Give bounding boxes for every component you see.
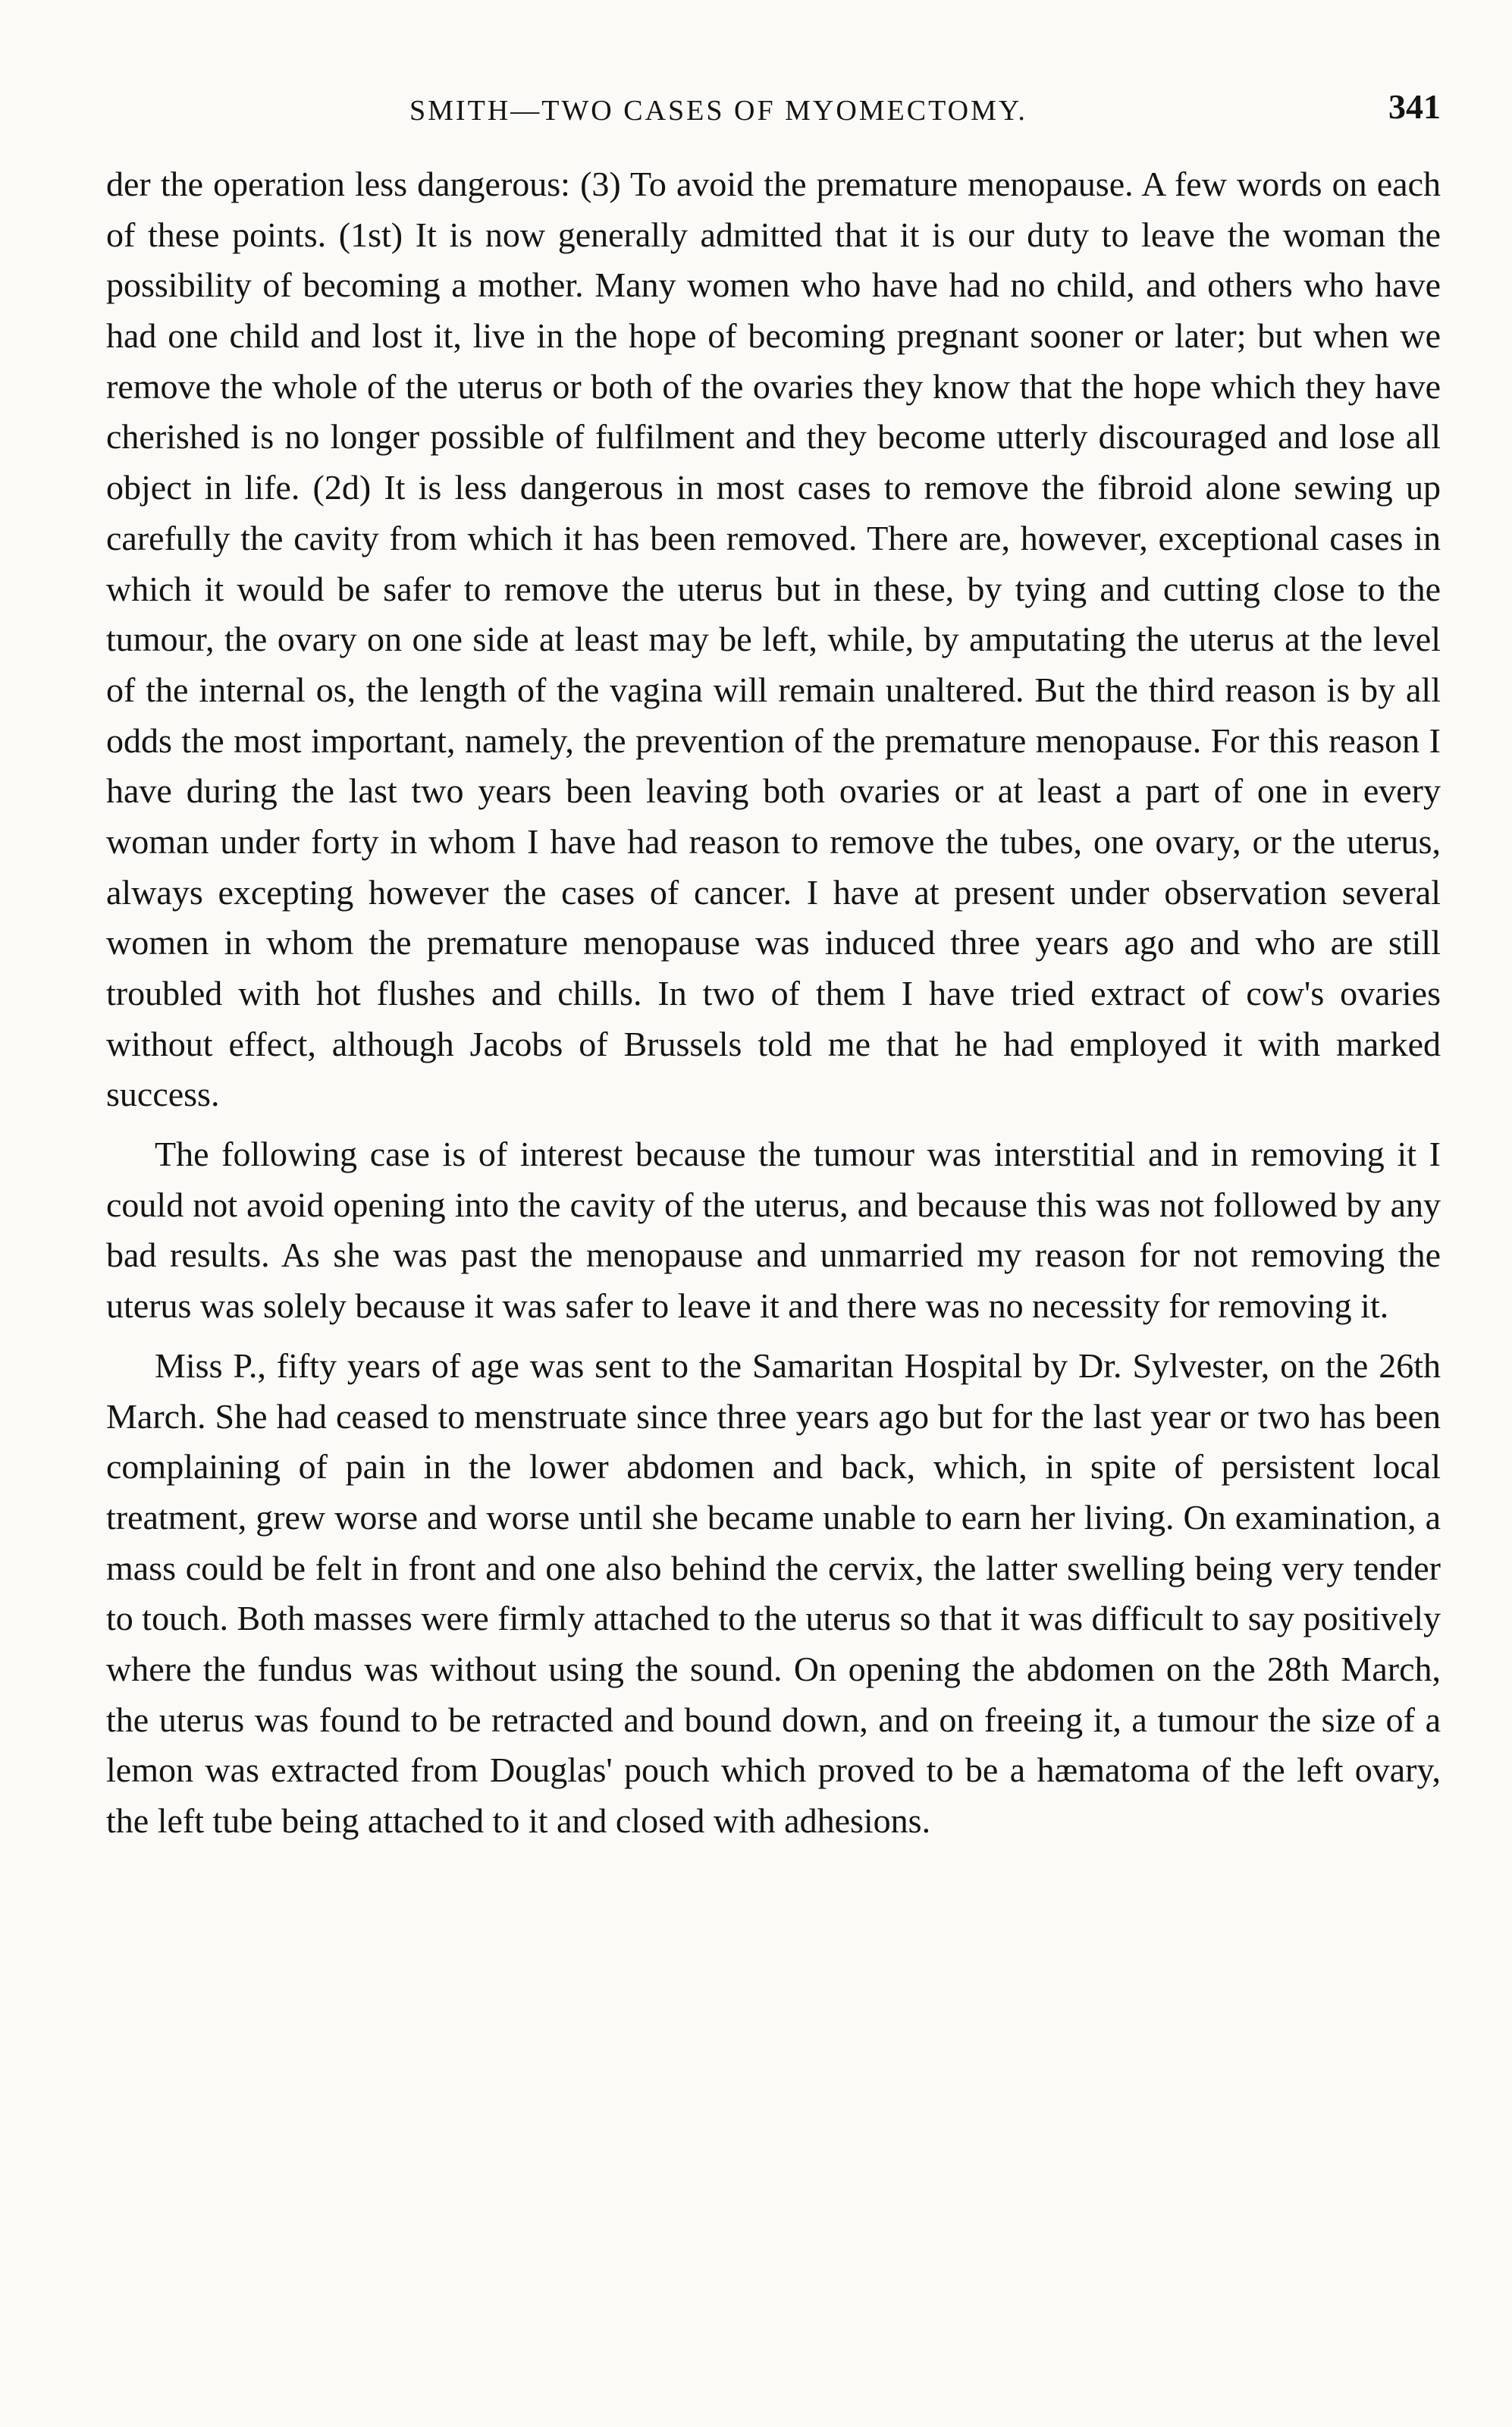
paragraph-case-report: Miss P., fifty years of age was sent to the Samaritan Hospital by Dr. Sylvester, on the 26th March. She had ceased to menstruate since three years ago but for the last year or two has been complaining of pain in the lower abdomen and back, which, in spite of persistent local treatment, grew worse and worse until she became unable to earn her living. On examination, a mass could be felt in front and one also behind the cervix, the latter swelling being very tender to touch. Both masses were firmly attached to the uterus so that it was difficult to say positively where the fundus was without using the sound. On opening the abdomen on the 28th March, the uterus was found to be retracted and bound down, and on freeing it, a tumour the size of a lemon was extracted from Douglas' pouch which proved to be a hæmatoma of the left ovary, the left tube being attached to it and closed with adhesions. bbox=[106, 1345, 1441, 1840]
body-text bbox=[106, 159, 1441, 1847]
paragraph-case-interest: The following case is of interest because the tumour was interstitial and in removing it I could not avoid opening into the cavity of the uterus, and because this was not followed by any bad results. As she was past the menopause and unmarried my reason for not removing the uterus was solely because it was safer to leave it and there was no necessity for removing it. bbox=[106, 1135, 1441, 1326]
running-head: SMITH—TWO CASES OF MYOMECTOMY. bbox=[409, 95, 1027, 127]
paragraph-continuation: der the operation less dangerous: (3) To avoid the premature menopause. A few words on each of these points. (1st) It is now generally admitted that it is our duty to leave the woman the possibility of becoming a mother. Many women who have had no child, and others who have had one child and lost it, live in the hope of becoming pregnant sooner or later; but when we remove the whole of the uterus or both of the ovaries they know that the hope which they have cherished is no longer possible of fulfilment and they become utterly discouraged and lose all object in life. (2d) It is less dangerous in most cases to remove the fibroid alone sewing up carefully the cavity from which it has been removed. There are, however, exceptional cases in which it would be safer to remove the uterus but in these, by tying and cutting close to the tumour, the ovary on one side at least may be left, while, by amputating the uterus at the level of the internal os, the length of the vagina will remain unaltered. But the third reason is by all odds the most important, namely, the prevention of the premature menopause. For this reason I have during the last two years been leaving both ovaries or at least a part of one in every woman under forty in whom I have had reason to remove the tubes, one ovary, or the uterus, always excepting however the cases of cancer. I have at present under observation several women in whom the premature menopause was induced three years ago and who are still troubled with hot flushes and chills. In two of them I have tried extract of cow's ovaries without effect, although Jacobs of Brussels told me that he had employed it with marked success. bbox=[106, 165, 1441, 1114]
page-header bbox=[106, 76, 1441, 159]
page-number: 341 bbox=[1388, 87, 1441, 126]
book-page bbox=[106, 76, 1441, 2397]
